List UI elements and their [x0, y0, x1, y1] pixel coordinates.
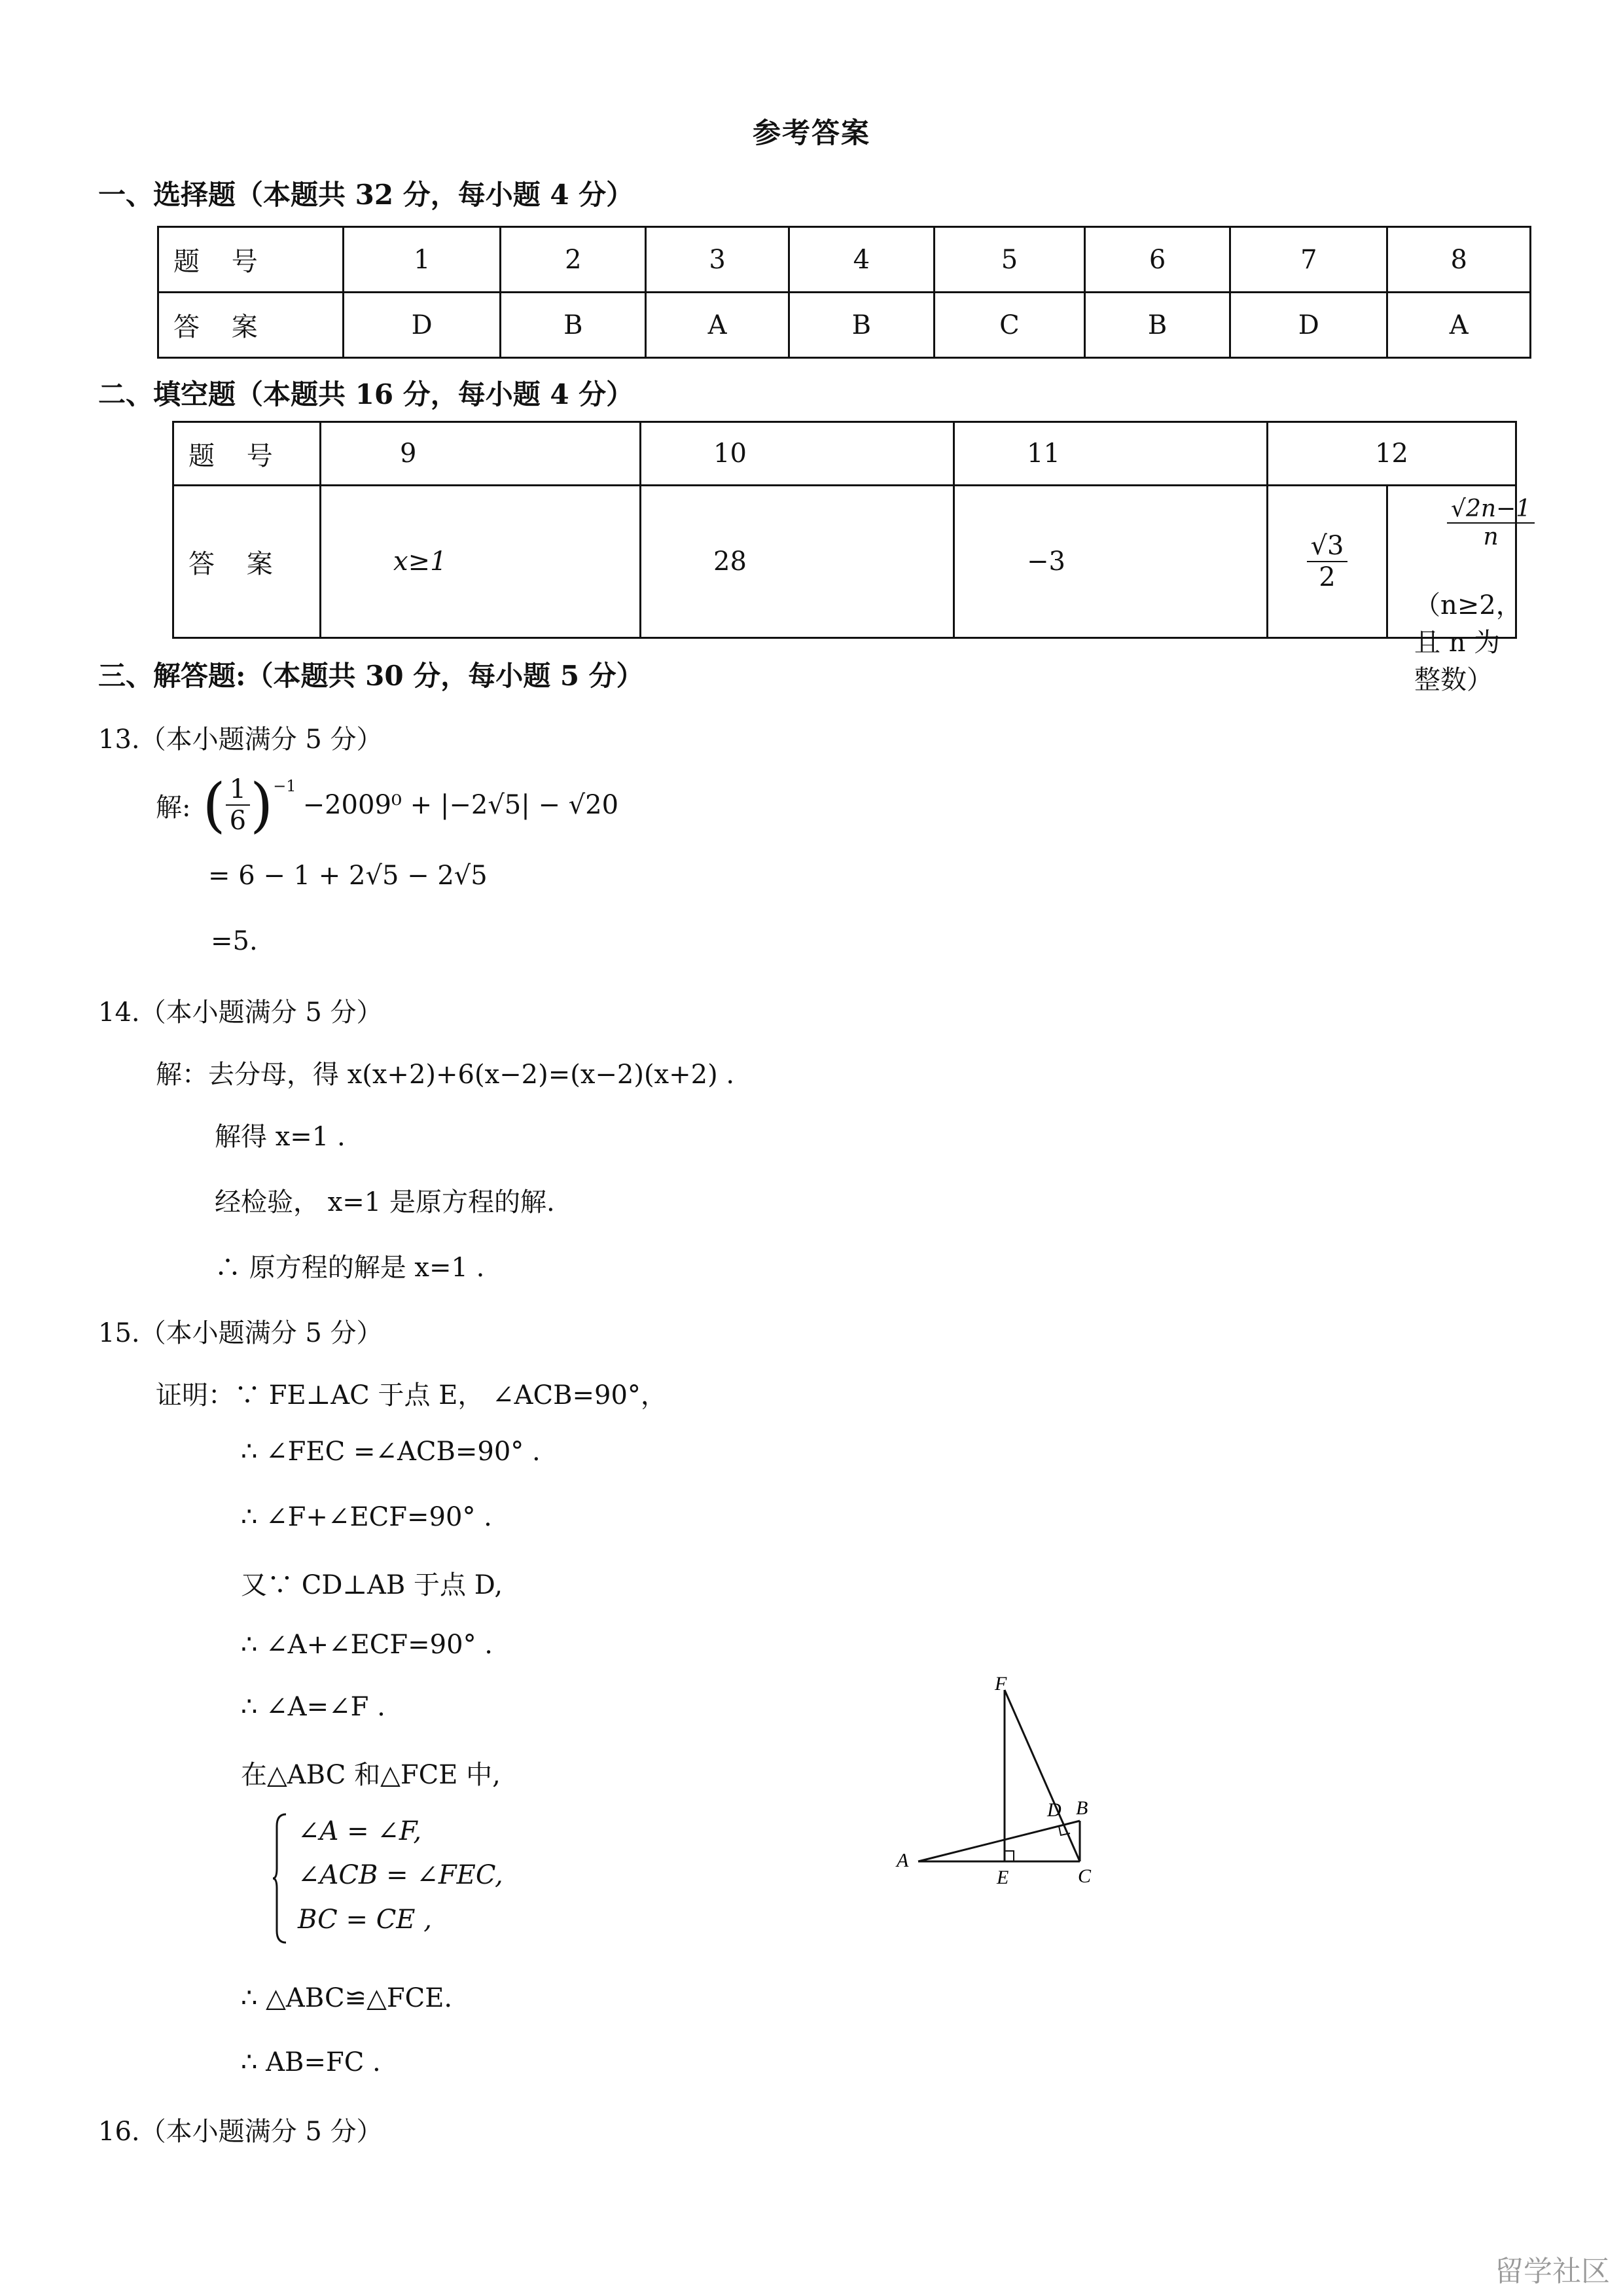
- table-cell: 3: [646, 227, 789, 293]
- q13-line1: [156, 769, 618, 841]
- row-label-number: 题 号: [173, 422, 321, 486]
- point-label-F: F: [995, 1676, 1007, 1695]
- fraction-numerator: √3: [1307, 531, 1348, 562]
- system-equation: ∠ACB = ∠FEC,: [298, 1860, 503, 1890]
- left-paren: (: [202, 770, 226, 840]
- table-cell: 1: [344, 227, 501, 293]
- table-cell: 10: [641, 422, 954, 486]
- fraction-denominator: 2: [1319, 562, 1336, 592]
- section2-heading: 二、填空题（本题共 16 分，每小题 4 分）: [98, 378, 634, 410]
- answer-12-condition: （n≥2，且 n 为整数）: [1414, 590, 1522, 695]
- answer-11: −3: [954, 486, 1268, 638]
- answer-9: x≥1: [321, 486, 641, 638]
- row-label-number: 题 号: [158, 227, 344, 293]
- table-cell: B: [789, 293, 934, 358]
- point-label-D: D: [1047, 1799, 1061, 1821]
- q14-line3: 经检验， x=1 是原方程的解.: [215, 1187, 555, 1217]
- right-angle-E: [1005, 1851, 1014, 1861]
- exponent: −1: [273, 777, 296, 795]
- fraction: [1447, 495, 1535, 550]
- table-cell: 2: [501, 227, 646, 293]
- system-equation: ∠A = ∠F,: [298, 1816, 422, 1846]
- table-cell: B: [501, 293, 646, 358]
- q13-label: 13.（本小题满分 5 分）: [98, 725, 383, 755]
- q14-line4: ∴ 原方程的解是 x=1 .: [215, 1253, 485, 1283]
- q15-conclusion: ∴ △ABC≌△FCE.: [241, 1983, 453, 2013]
- q15-line: ∴ ∠A+∠ECF=90° .: [241, 1630, 493, 1660]
- q15-line: 又∵ CD⊥AB 于点 D,: [241, 1570, 503, 1600]
- table-cell: 11: [954, 422, 1268, 486]
- triangle-figure: [890, 1676, 1126, 1885]
- solution-prefix: 解:: [156, 792, 191, 823]
- table-cell: D: [344, 293, 501, 358]
- q15-line: 在△ABC 和△FCE 中,: [241, 1760, 501, 1790]
- table-cell: 4: [789, 227, 934, 293]
- point-label-C: C: [1078, 1865, 1092, 1885]
- point-label-A: A: [897, 1850, 909, 1871]
- q15-line: 证明：∵ FE⊥AC 于点 E， ∠ACB=90°，: [156, 1380, 667, 1410]
- q15-line: ∴ ∠FEC =∠ACB=90° .: [241, 1437, 541, 1467]
- table-cell: 9: [321, 422, 641, 486]
- system-equation: BC = CE ,: [298, 1905, 432, 1935]
- q13-line2: = 6 − 1 + 2√5 − 2√5: [208, 861, 488, 891]
- answer-10: 28: [641, 486, 954, 638]
- row-label-answer: 答 案: [158, 293, 344, 358]
- table-cell: 7: [1230, 227, 1387, 293]
- table-cell: D: [1230, 293, 1387, 358]
- watermark-logo: 留学社区: [1495, 2255, 1610, 2288]
- choice-answer-table: [157, 226, 1531, 359]
- section1-heading: 一、选择题（本题共 32 分，每小题 4 分）: [98, 179, 634, 211]
- point-label-B: B: [1076, 1797, 1088, 1819]
- section3-heading: 三、解答题:（本题共 30 分，每小题 5 分）: [98, 660, 644, 692]
- table-cell: C: [934, 293, 1084, 358]
- q15-conclusion: ∴ AB=FC .: [241, 2047, 381, 2077]
- q14-line1: 解：去分母，得 x(x+2)+6(x−2)=(x−2)(x+2) .: [156, 1060, 735, 1090]
- table-cell: 12: [1268, 422, 1516, 486]
- table-cell: 5: [934, 227, 1084, 293]
- fraction-numerator: √2n−1: [1447, 495, 1535, 524]
- q15-line: ∴ ∠F+∠ECF=90° .: [241, 1502, 492, 1532]
- fraction: [1307, 531, 1348, 592]
- right-paren: ): [250, 770, 274, 840]
- q15-line: ∴ ∠A=∠F .: [241, 1692, 385, 1722]
- table-cell: A: [646, 293, 789, 358]
- q14-line2: 解得 x=1 .: [215, 1122, 346, 1152]
- fraction-denominator: n: [1483, 524, 1499, 550]
- segment-FC: [1005, 1690, 1080, 1861]
- fraction: [226, 774, 250, 836]
- answer-12-part2: [1387, 486, 1531, 695]
- point-label-E: E: [997, 1867, 1009, 1885]
- fraction-numerator: 1: [226, 774, 250, 806]
- table-cell: 8: [1387, 227, 1531, 293]
- page-title: 参考答案: [753, 117, 870, 150]
- table-cell: 6: [1085, 227, 1230, 293]
- q15-label: 15.（本小题满分 5 分）: [98, 1318, 383, 1348]
- q16-label: 16.（本小题满分 5 分）: [98, 2117, 383, 2147]
- table-cell: A: [1387, 293, 1531, 358]
- q13-line3: =5.: [211, 926, 258, 956]
- segment-AB: [918, 1821, 1080, 1861]
- q14-label: 14.（本小题满分 5 分）: [98, 997, 383, 1028]
- fraction-denominator: 6: [229, 806, 247, 836]
- expression: −2009⁰ + |−2√5| − √20: [302, 790, 619, 820]
- row-label-answer: 答 案: [173, 486, 321, 638]
- left-brace-icon: [272, 1813, 289, 1944]
- answer-12-part1: [1268, 486, 1387, 638]
- table-cell: B: [1085, 293, 1230, 358]
